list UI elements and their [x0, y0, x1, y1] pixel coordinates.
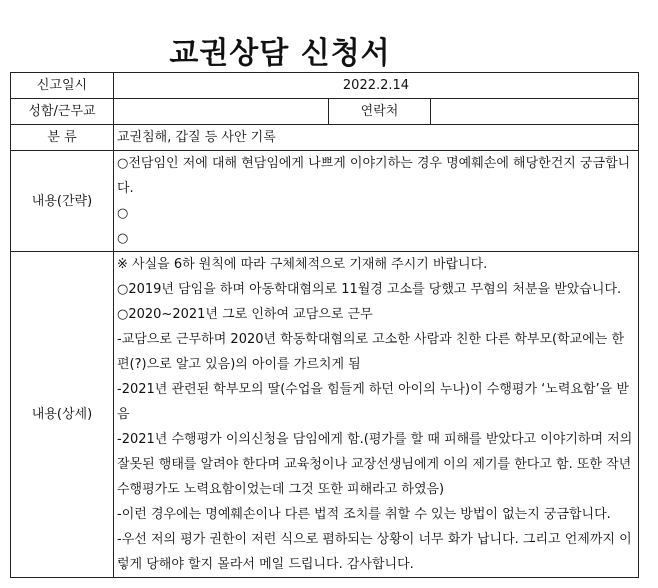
category-value: 교권침해, 갑질 등 사안 기록 [114, 125, 639, 151]
detail-line: -교담으로 근무하며 2020년 학동학대혐의로 고소한 사람과 친한 다른 학부모(학교에는 한편(?)으로 알고 있음)의 아이를 가르치게 됨 [117, 332, 625, 372]
detail-line: -2021년 관련된 학부모의 딸(수업을 힘들게 하던 아이의 누나)이 수행평가 ‘노력요함’을 받음 [117, 382, 629, 422]
detail-content [114, 252, 639, 578]
summary-label: 내용(간략) [11, 151, 114, 252]
detail-line: ○2019년 담임을 하며 아동학대혐의로 11월경 고소를 당했고 무혐의 처분을 받았습니다. [117, 282, 622, 297]
summary-line: ○ [117, 231, 129, 246]
summary-line: ○ [117, 206, 129, 221]
detail-line: ※ 사실을 6하 원칙에 따라 구체체적으로 기재해 주시기 바랍니다. [117, 257, 488, 272]
summary-row [11, 151, 639, 252]
report-date-row [11, 73, 639, 99]
category-row [11, 125, 639, 151]
report-date-value: 2022.2.14 [114, 73, 639, 99]
report-date-label: 신고일시 [11, 73, 114, 99]
form-title: 교권상담 신청서 [169, 36, 391, 71]
detail-line: -2021년 수행평가 이의신청을 담임에게 함.(평가를 할 때 피해를 받았다고 이야기하며 저의 잘못된 행태를 알려야 한다며 교육청이나 교장선생님에게 이의 제기를 한다고 함. 또한 작년 수행평가도 노력요함이었는데 그것 또한 피해라고 하였음) [117, 432, 633, 497]
summary-line: ○전담임인 저에 대해 현담임에게 나쁘게 이야기하는 경우 명예훼손에 해당한건지 궁금합니다. [117, 156, 631, 196]
detail-line: -이런 경우에는 명예훼손이나 다른 법적 조치를 취할 수 있는 방법이 없는지 궁금합니다. [117, 507, 611, 522]
name-school-value [114, 99, 329, 125]
detail-row [11, 252, 639, 578]
name-school-label: 성함/근무교 [11, 99, 114, 125]
application-form-table [10, 72, 639, 578]
contact-label: 연락처 [329, 99, 431, 125]
contact-value [431, 99, 639, 125]
detail-label: 내용(상세) [11, 252, 114, 578]
detail-line: -우선 저의 평가 권한이 저런 식으로 폄하되는 상황이 너무 화가 납니다. 그리고 언제까지 이렇게 당해야 할지 몰라서 메일 드립니다. 감사합니다. [117, 532, 632, 572]
name-school-row [11, 99, 639, 125]
summary-content [114, 151, 639, 252]
category-label: 분 류 [11, 125, 114, 151]
detail-line: ○2020~2021년 그로 인하여 교담으로 근무 [117, 307, 373, 322]
